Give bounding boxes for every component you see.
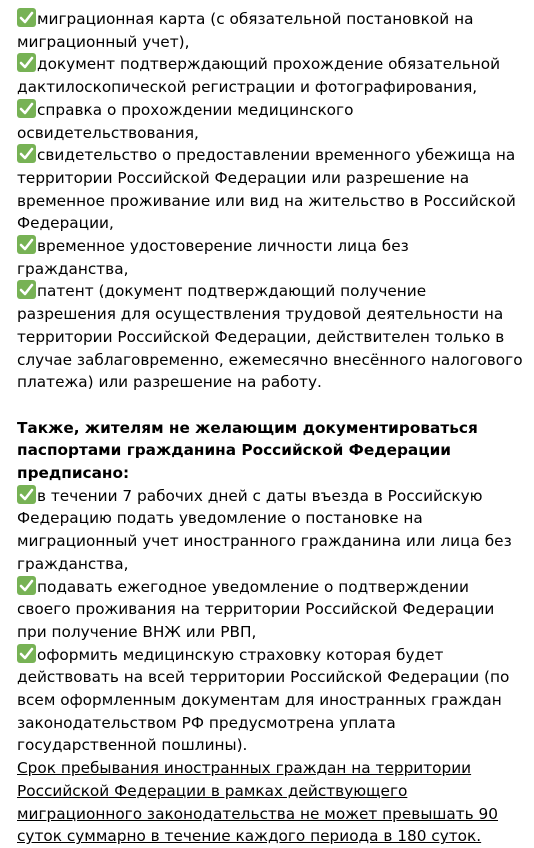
list-item: [17, 144, 524, 235]
check-mark-icon: [17, 144, 36, 163]
list-item-text: миграционная карта (с обязательной постановкой на миграционный учет),: [17, 10, 474, 51]
section-heading: Также, жителям не желающим документироваться паспортами гражданина Российской Федерации предписано:: [17, 418, 478, 483]
paragraph-gap: [17, 394, 524, 417]
check-mark-icon: [17, 280, 36, 299]
list-item-text: подавать ежегодное уведомление о подтверждении своего проживания на территории Российской Федерации при получение ВНЖ или РВП,: [17, 577, 495, 641]
check-mark-icon: [17, 99, 36, 118]
list-item-text: справка о прохождении медицинского освидетельствования,: [17, 100, 354, 142]
list-item-text: документ подтверждающий прохождение обязательной дактилоскопической регистрации и фотографирования,: [17, 55, 501, 97]
list-item-text: временное удостоверение личности лица без гражданства,: [17, 237, 409, 278]
check-mark-icon: [17, 644, 36, 663]
check-mark-icon: [17, 8, 36, 27]
list-item: [17, 644, 524, 758]
list-item: [17, 485, 524, 576]
list-item-text: патент (документ подтверждающий получение разрешения для осуществления трудовой деятельности на территории Российской Федерации, действителен только в случае заблаговременно, ежемесячно внесённого налогового платежа) или разрешение на работу.: [17, 282, 523, 392]
list-item: [17, 576, 524, 644]
check-mark-icon: [17, 53, 36, 72]
list-item-text: свидетельство о предоставлении временного убежища на территории Российской Федерации или разрешение на временное проживание или вид на жительство в Российской Федерации,: [17, 146, 516, 233]
list-item: [17, 53, 524, 98]
list-item-text: оформить медицинскую страховку которая будет действовать на всей территории Российской Федерации (по всем оформленным документам для иностранных граждан законодательством РФ предусмотрена уплата государственной пошлины).: [17, 645, 510, 755]
list-item-text: в течении 7 рабочих дней с даты въезда в Российскую Федерацию подать уведомление о постановке на миграционный учет иностранного гражданина или лица без гражданства,: [17, 486, 512, 573]
check-mark-icon: [17, 485, 36, 504]
list-item: [17, 8, 524, 53]
list-item: [17, 235, 524, 280]
footer-note: Срок пребывания иностранных граждан на территории Российской Федерации в рамках действующего миграционного законодательства не может превышать 90 суток суммарно в течение каждого периода в 180 суток.: [17, 759, 499, 846]
check-mark-icon: [17, 576, 36, 595]
list-item: [17, 280, 524, 394]
check-mark-icon: [17, 235, 36, 254]
list-item: [17, 99, 524, 144]
